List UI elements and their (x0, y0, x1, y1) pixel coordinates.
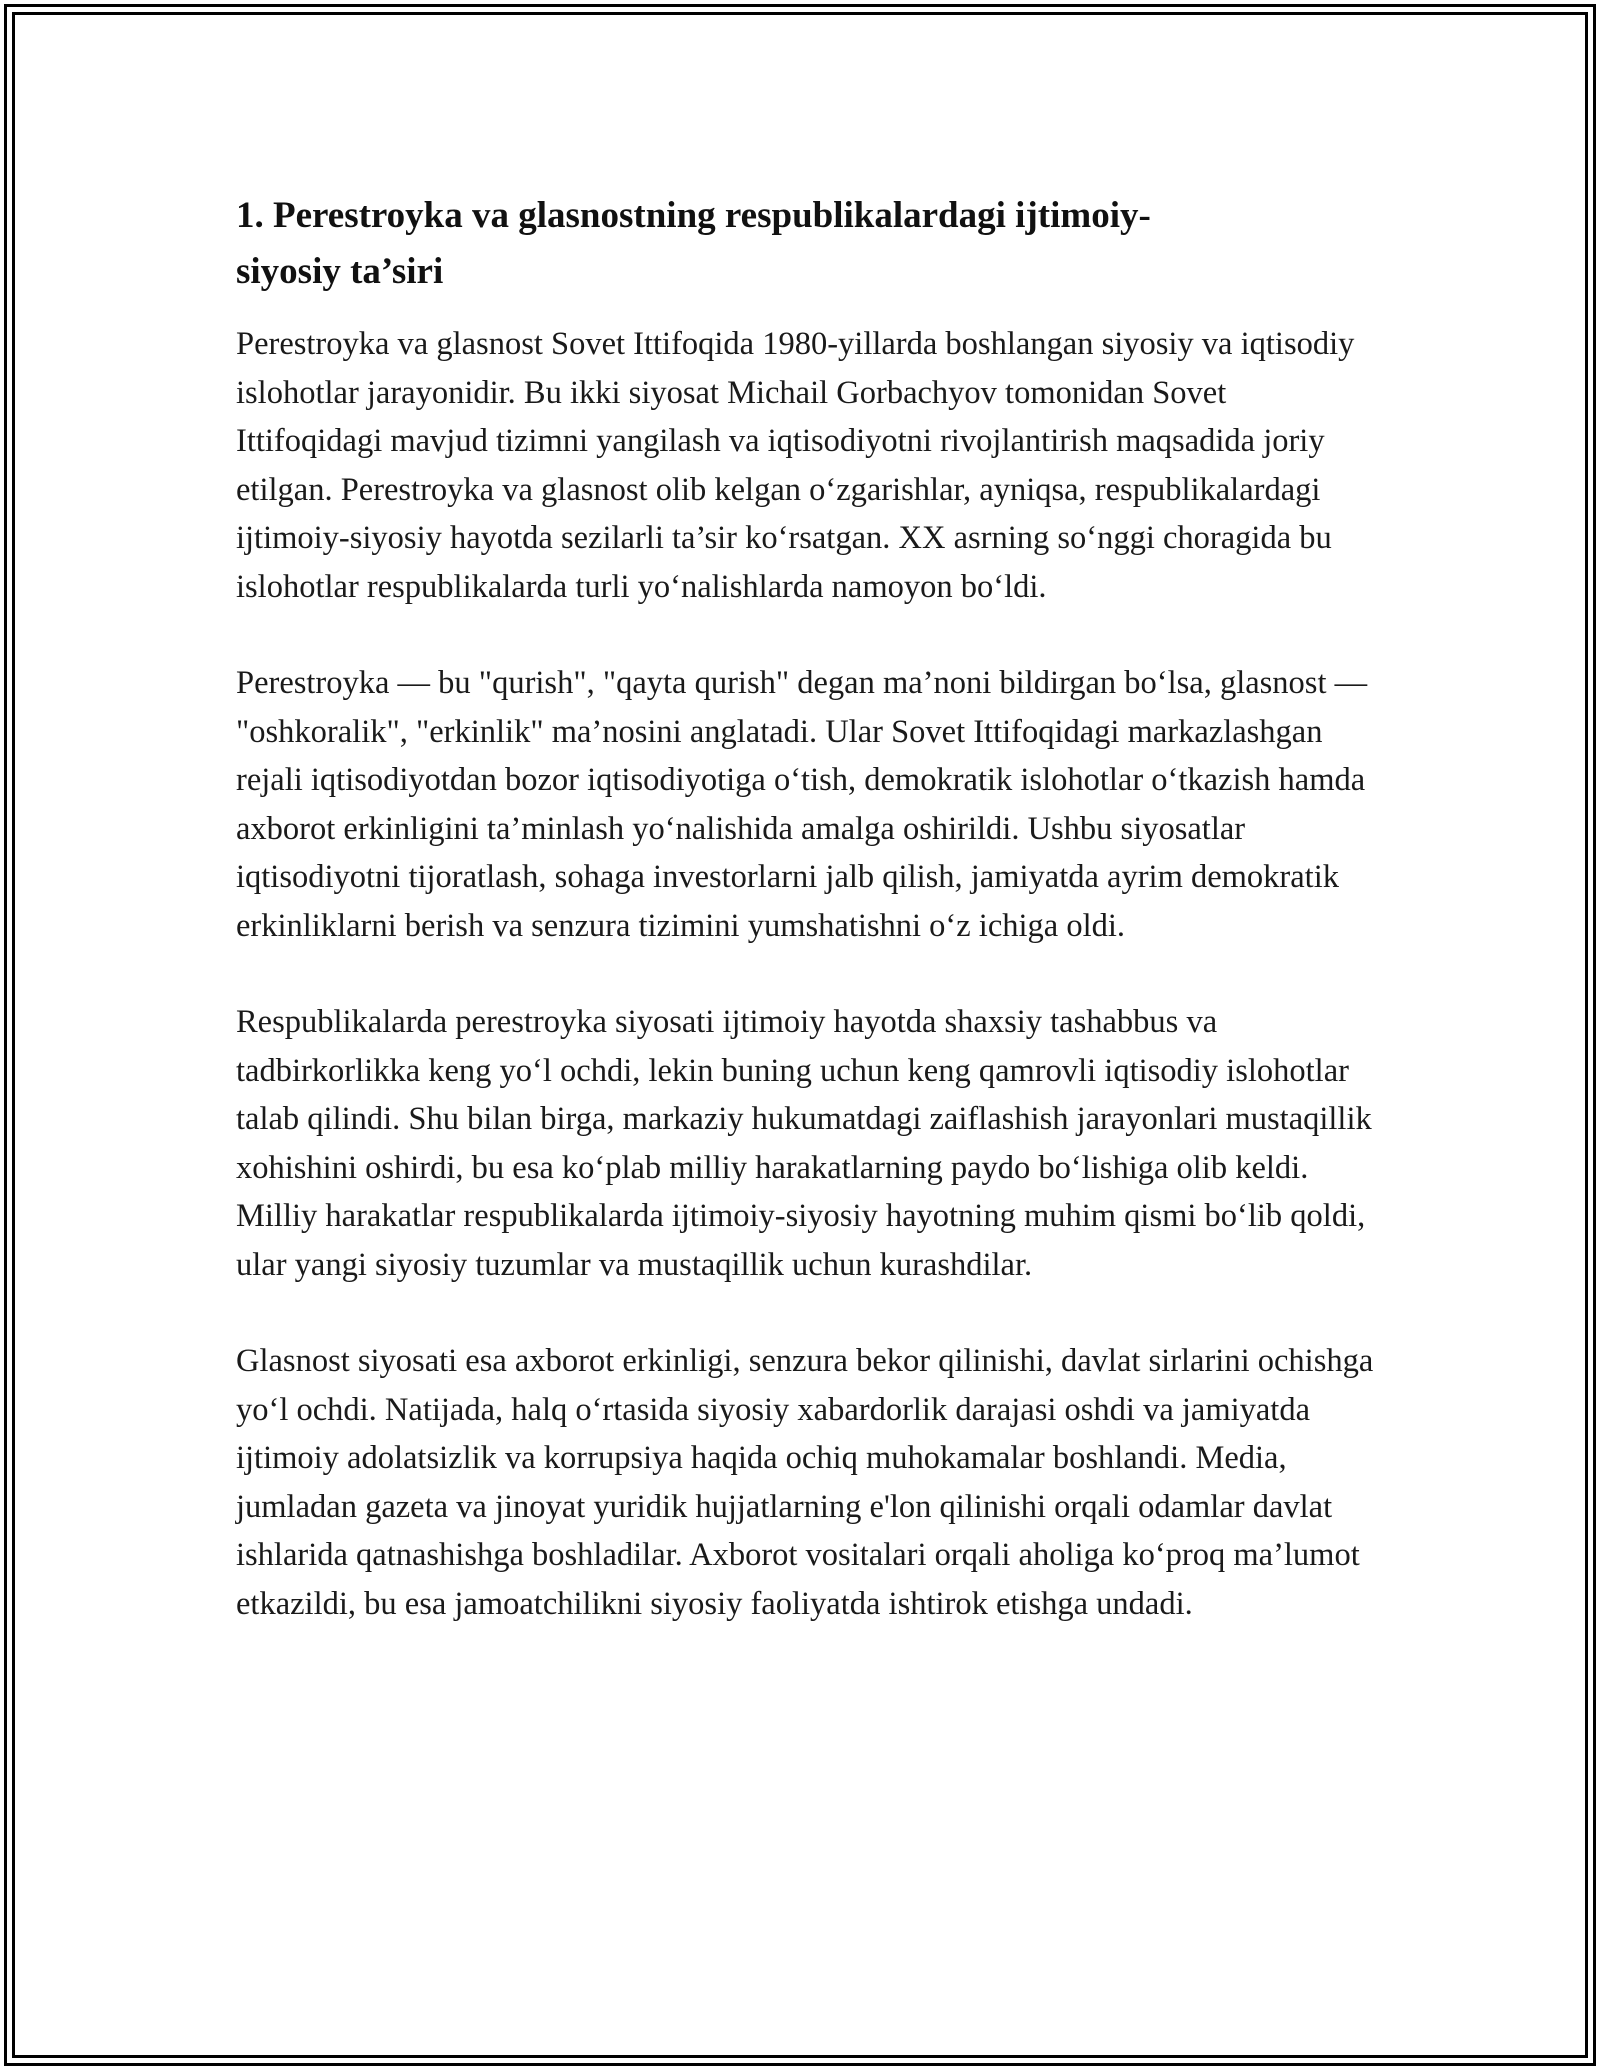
paragraph-2: Perestroyka — bu "qurish", "qayta qurish" degan ma’noni bildirgan bo‘lsa, glasnost — "oshkoralik", "erkinlik" ma’nosini anglatadi. Ular Sovet Ittifoqidagi markazlashgan rejali iqtisodiyotdan bozor iqtisodiyotiga o‘tish, demokratik islohotlar o‘tkazish hamda axborot erkinligini ta’minlash yo‘nalishida amalga oshirildi. Ushbu siyosatlar iqtisodiyotni tijoratlash, sohaga investorlarni jalb qilish, jamiyatda ayrim demokratik erkinliklarni berish va senzura tizimini yumshatishni o‘z ichiga oldi. (236, 665, 1368, 944)
section-heading-line-1: 1. Perestroyka va glasnostning respublikalardagi ijtimoiy- (236, 195, 1151, 236)
section-heading-line-2: siyosiy ta’siri (236, 251, 444, 292)
section-heading (236, 188, 1376, 300)
paragraph-3: Respublikalarda perestroyka siyosati ijtimoiy hayotda shaxsiy tashabbus va tadbirkorlikka keng yo‘l ochdi, lekin buning uchun keng qamrovli iqtisodiy islohotlar talab qilindi. Shu bilan birga, markaziy hukumatdagi zaiflashish jarayonlari mustaqillik xohishini oshirdi, bu esa ko‘plab milliy harakatlarning paydo bo‘lishiga olib keldi. Milliy harakatlar respublikalarda ijtimoiy-siyosiy hayotning muhim qismi bo‘lib qoldi, ular yangi siyosiy tuzumlar va mustaqillik uchun kurashdilar. (236, 1004, 1372, 1283)
document-page (236, 188, 1376, 1676)
paragraph-1: Perestroyka va glasnost Sovet Ittifoqida 1980-yillarda boshlangan siyosiy va iqtisodiy islohotlar jarayonidir. Bu ikki siyosat Michail Gorbachyov tomonidan Sovet Ittifoqidagi mavjud tizimni yangilash va iqtisodiyotni rivojlantirish maqsadida joriy etilgan. Perestroyka va glasnost olib kelgan o‘zgarishlar, ayniqsa, respublikalardagi ijtimoiy-siyosiy hayotda sezilarli ta’sir ko‘rsatgan. XX asrning so‘nggi choragida bu islohotlar respublikalarda turli yo‘nalishlarda namoyon bo‘ldi. (236, 326, 1355, 605)
paragraph-4: Glasnost siyosati esa axborot erkinligi, senzura bekor qilinishi, davlat sirlarini ochishga yo‘l ochdi. Natijada, halq o‘rtasida siyosiy xabardorlik darajasi oshdi va jamiyatda ijtimoiy adolatsizlik va korrupsiya haqida ochiq muhokamalar boshlandi. Media, jumladan gazeta va jinoyat yuridik hujjatlarning e'lon qilinishi orqali odamlar davlat ishlarida qatnashishga boshladilar. Axborot vositalari orqali aholiga ko‘proq ma’lumot etkazildi, bu esa jamoatchilikni siyosiy faoliyatda ishtirok etishga undadi. (236, 1343, 1374, 1622)
